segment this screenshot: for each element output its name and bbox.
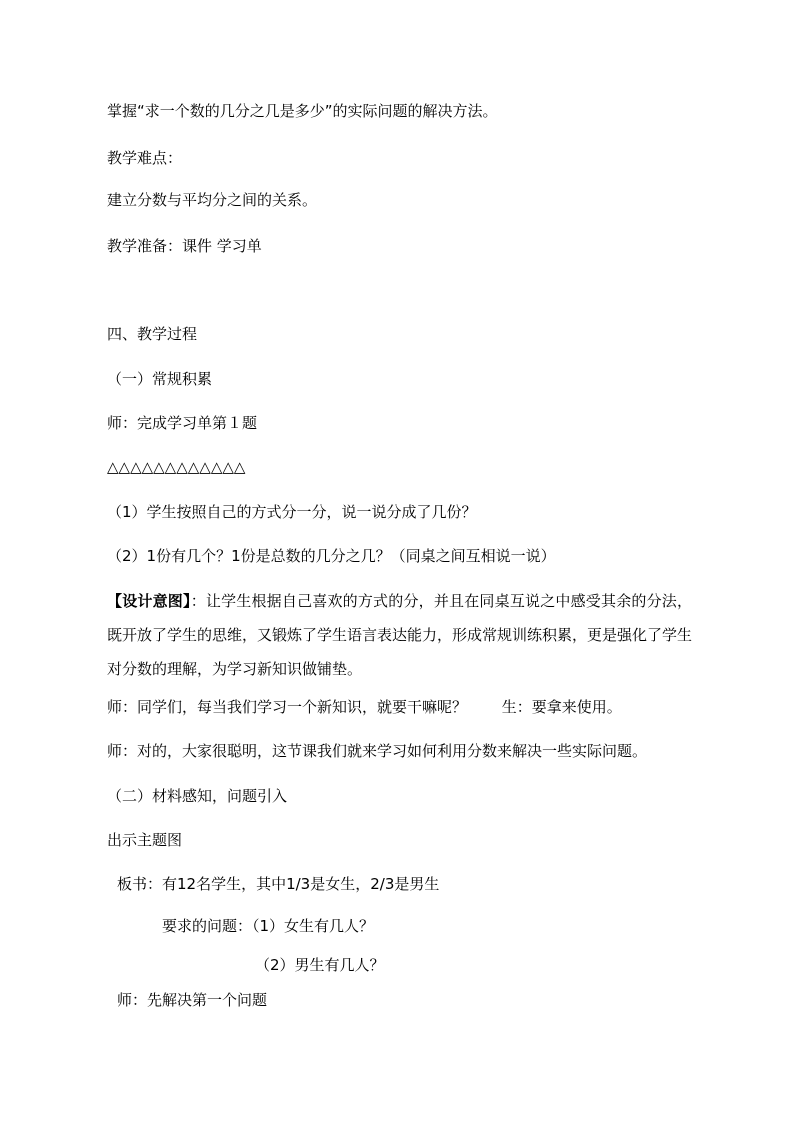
section-heading-process: 四、教学过程 — [107, 325, 198, 343]
paragraph-design-intent — [107, 584, 692, 686]
paragraph-board: 板书：有12名学生，其中1/3是女生，2/3是男生 — [117, 875, 440, 893]
paragraph-question-2: （2）男生有几人？ — [255, 956, 385, 974]
design-intent-text: ：让学生根据自己喜欢的方式的分，并且在同桌互说之中感受其余的分法，既开放了学生的思维，又锻炼了学生语言表达能力，形成常规训练积累，更是强化了学生对分数的理解，为学习新知识做铺垫。 — [107, 592, 693, 678]
paragraph-difficulty: 建立分数与平均分之间的关系。 — [107, 191, 318, 209]
paragraph-dialogue: 师：同学们，每当我们学习一个新知识，就要干嘛呢？ 生：要拿来使用。 — [107, 698, 622, 716]
paragraph-step-1: （1）学生按照自己的方式分一分，说一说分成了几份？ — [107, 503, 477, 521]
paragraph-show-image: 出示主题图 — [107, 831, 183, 849]
triangle-row: △△△△△△△△△△△△ — [107, 458, 246, 476]
paragraph-question-1: 要求的问题：（1）女生有几人？ — [162, 917, 375, 935]
subheading-material: （二）材料感知，问题引入 — [107, 787, 288, 805]
design-intent-label: 【设计意图】 — [107, 592, 191, 610]
paragraph-teacher-2: 师：对的，大家很聪明，这节课我们就来学习如何利用分数来解决一些实际问题。 — [107, 742, 648, 760]
paragraph-step-2: （2）1份有几个？1份是总数的几分之几？（同桌之间互相说一说） — [107, 547, 556, 565]
paragraph-goal: 掌握“求一个数的几分之几是多少”的实际问题的解决方法。 — [107, 102, 498, 120]
subheading-routine: （一）常规积累 — [107, 370, 213, 388]
paragraph-teacher-1: 师：完成学习单第１题 — [107, 414, 258, 432]
heading-difficulty: 教学难点： — [107, 149, 183, 167]
paragraph-teacher-3: 师：先解决第一个问题 — [117, 991, 268, 1009]
paragraph-preparation: 教学准备：课件 学习单 — [107, 237, 262, 255]
